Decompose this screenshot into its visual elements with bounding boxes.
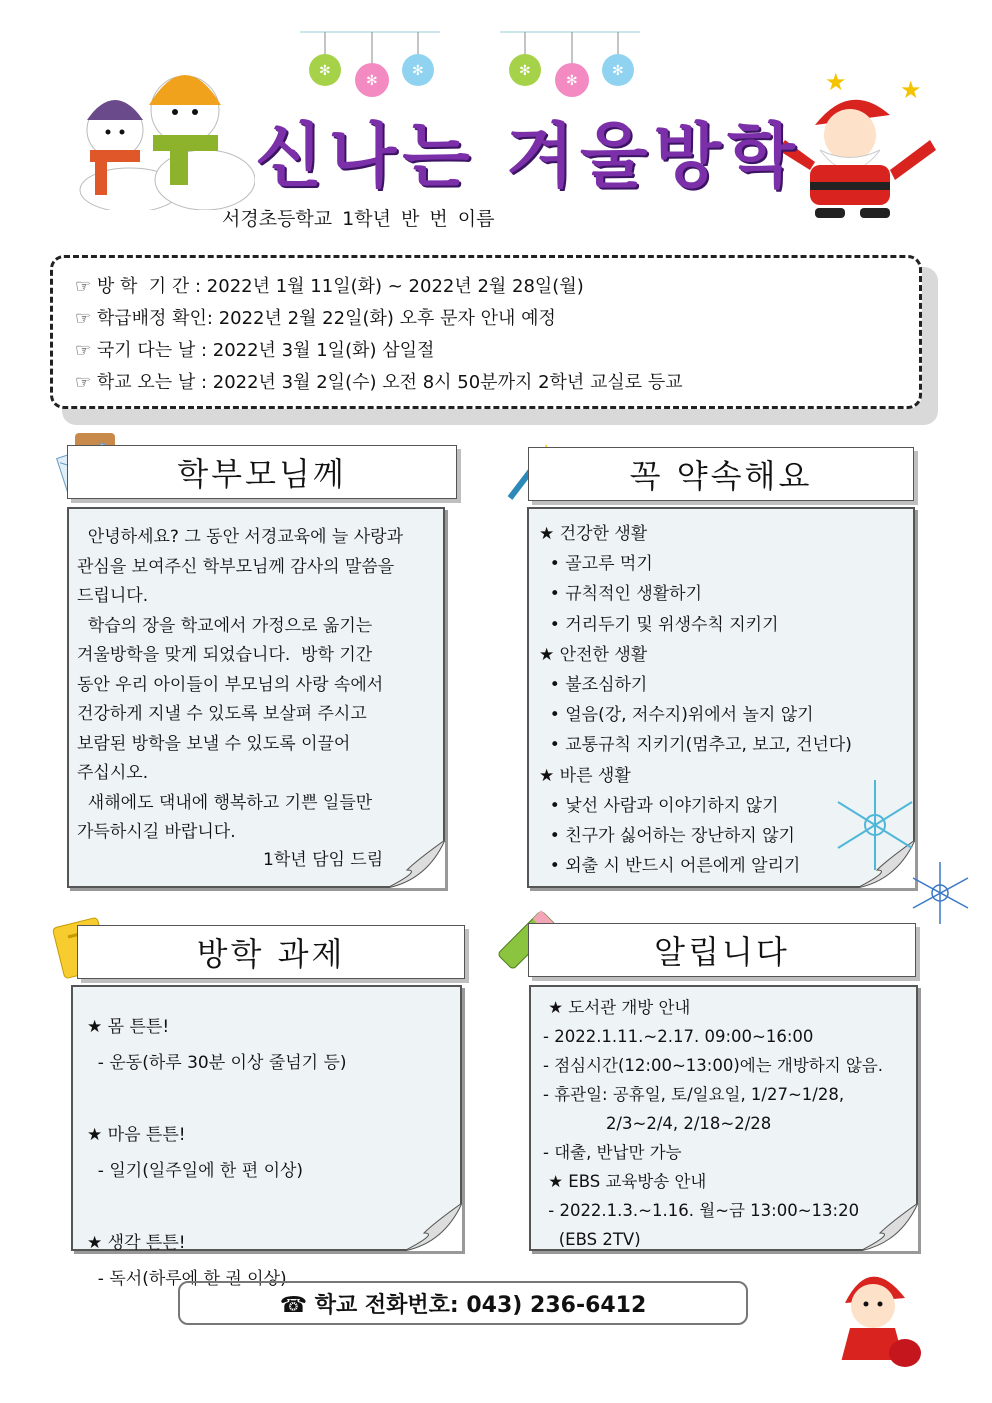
parents-line: 동안 우리 아이들이 부모님의 사랑 속에서 (77, 674, 384, 695)
parents-line: 보람된 방학을 보낼 수 있도록 이끌어 (77, 733, 351, 754)
parents-line: 학습의 장을 학교에서 가정으로 옮기는 (77, 615, 373, 636)
promise-line: • 낯선 사람과 이야기하지 않기 (539, 795, 779, 816)
teacher-signature: 1학년 담임 드림 (263, 850, 384, 870)
promise-line: • 불조심하기 (539, 675, 648, 696)
parents-heading: 학부모님께 (67, 445, 457, 499)
page-curl-icon (404, 1203, 462, 1251)
svg-text:✻: ✻ (519, 63, 531, 79)
homework-line: - 운동(하루 30분 이상 줄넘기 등) (87, 1053, 347, 1073)
notice-line: ★ 도서관 개방 안내 (543, 998, 691, 1017)
promise-line: ★ 바른 생활 (539, 765, 631, 786)
promise-line: ★ 안전한 생활 (539, 644, 648, 665)
snowflake-icon (830, 770, 920, 880)
parents-line: 새해에도 댁내에 행복하고 기쁜 일들만 (77, 792, 373, 813)
ornaments-left-icon (300, 28, 440, 98)
homework-heading: 방학 과제 (77, 925, 465, 979)
homework-line: ★ 몸 튼튼! (87, 1017, 170, 1037)
info-line-period: ☞ 방 학 기 간 : 2022년 1월 11일(화) ~ 2022년 2월 28일(월) (75, 276, 584, 297)
homework-line: - 일기(일주일에 한 편 이상) (87, 1161, 304, 1181)
notice-line: - 휴관일: 공휴일, 토/일요일, 1/27~1/28, (543, 1085, 845, 1104)
parents-letter-body (77, 523, 403, 848)
parents-line: 건강하게 지낼 수 있도록 보살펴 주시고 (77, 704, 367, 724)
svg-text:✻: ✻ (412, 63, 424, 79)
snowmen-icon (75, 50, 255, 210)
svg-text:✻: ✻ (612, 63, 624, 79)
school-phone-bar: ☎ 학교 전화번호: 043) 236-6412 (178, 1281, 748, 1325)
info-line-flag-day: ☞ 국기 다는 날 : 2022년 3월 1일(화) 삼일절 (75, 340, 435, 361)
promise-line: ★ 건강한 생활 (539, 524, 648, 544)
promise-heading: 꼭 약속해요 (528, 447, 914, 501)
info-line-class-assignment: ☞ 학급배정 확인: 2022년 2월 22일(화) 오후 문자 안내 예정 (75, 308, 556, 329)
santa-girl-icon (825, 1258, 925, 1373)
promise-line: • 외출 시 반드시 어른에게 알리기 (539, 856, 801, 877)
promise-line: • 교통규칙 지키기(멈추고, 보고, 건넌다) (539, 735, 852, 756)
parents-line: 관심을 보여주신 학부모님께 감사의 말씀을 (77, 556, 395, 577)
homework-panel (71, 985, 462, 1289)
parents-line: 가득하시길 바랍니다. (77, 822, 236, 842)
vacation-info-box (50, 255, 922, 409)
snowflake-small-icon (908, 858, 973, 928)
svg-text:★: ★ (825, 70, 847, 96)
page-title: 신나는 겨울방학 (255, 115, 801, 197)
homework-line (87, 1081, 347, 1117)
notice-line: - 대출, 반납만 가능 (543, 1143, 682, 1162)
notice-panel (529, 985, 918, 1251)
homework-line: - 독서(하루에 한 권 이상) (87, 1269, 287, 1289)
svg-text:✻: ✻ (366, 73, 378, 89)
parents-line: 안녕하세요? 그 동안 서경교육에 늘 사랑과 (77, 527, 404, 547)
notice-line: 2/3~2/4, 2/18~2/28 (543, 1114, 772, 1133)
parents-line: 주십시오. (77, 763, 149, 783)
homework-list (87, 1009, 347, 1297)
info-line-school-day: ☞ 학교 오는 날 : 2022년 3월 2일(수) 오전 8시 50분까지 2학년 교실로 등교 (75, 372, 683, 393)
notice-line: (EBS 2TV) (543, 1230, 641, 1249)
ornaments-right-icon (500, 28, 640, 98)
notice-line: - 점심시간(12:00~13:00)에는 개방하지 않음. (543, 1056, 884, 1075)
homework-line: ★ 생각 튼튼! (87, 1233, 186, 1253)
notice-line: - 2022.1.3.~1.16. 월~금 13:00~13:20 (543, 1201, 860, 1220)
svg-text:✻: ✻ (566, 73, 578, 89)
svg-text:✻: ✻ (319, 63, 331, 79)
homework-line: ★ 마음 튼튼! (87, 1125, 186, 1145)
homework-line (87, 1189, 347, 1225)
notice-line: - 2022.1.11.~2.17. 09:00~16:00 (543, 1027, 814, 1046)
promise-list (539, 519, 852, 881)
svg-text:★: ★ (900, 76, 922, 104)
promise-line: • 거리두기 및 위생수칙 지키기 (539, 614, 779, 635)
class-name-line: 서경초등학교 1학년 반 번 이름 (222, 208, 495, 230)
promise-line: • 규칙적인 생활하기 (539, 584, 703, 605)
notice-heading: 알립니다 (528, 923, 916, 977)
parents-line: 드립니다. (77, 586, 149, 606)
parents-letter-panel (67, 507, 445, 888)
promise-line: • 친구가 싫어하는 장난하지 않기 (539, 826, 795, 847)
notice-list (543, 993, 883, 1254)
promise-line: • 골고루 먹기 (539, 554, 653, 575)
page-curl-icon (860, 1203, 918, 1251)
parents-line: 겨울방학을 맞게 되었습니다. 방학 기간 (77, 645, 373, 665)
page-curl-icon (387, 840, 445, 888)
promise-line: • 얼음(강, 저수지)위에서 놀지 않기 (539, 705, 814, 726)
notice-line: ★ EBS 교육방송 안내 (543, 1172, 707, 1191)
